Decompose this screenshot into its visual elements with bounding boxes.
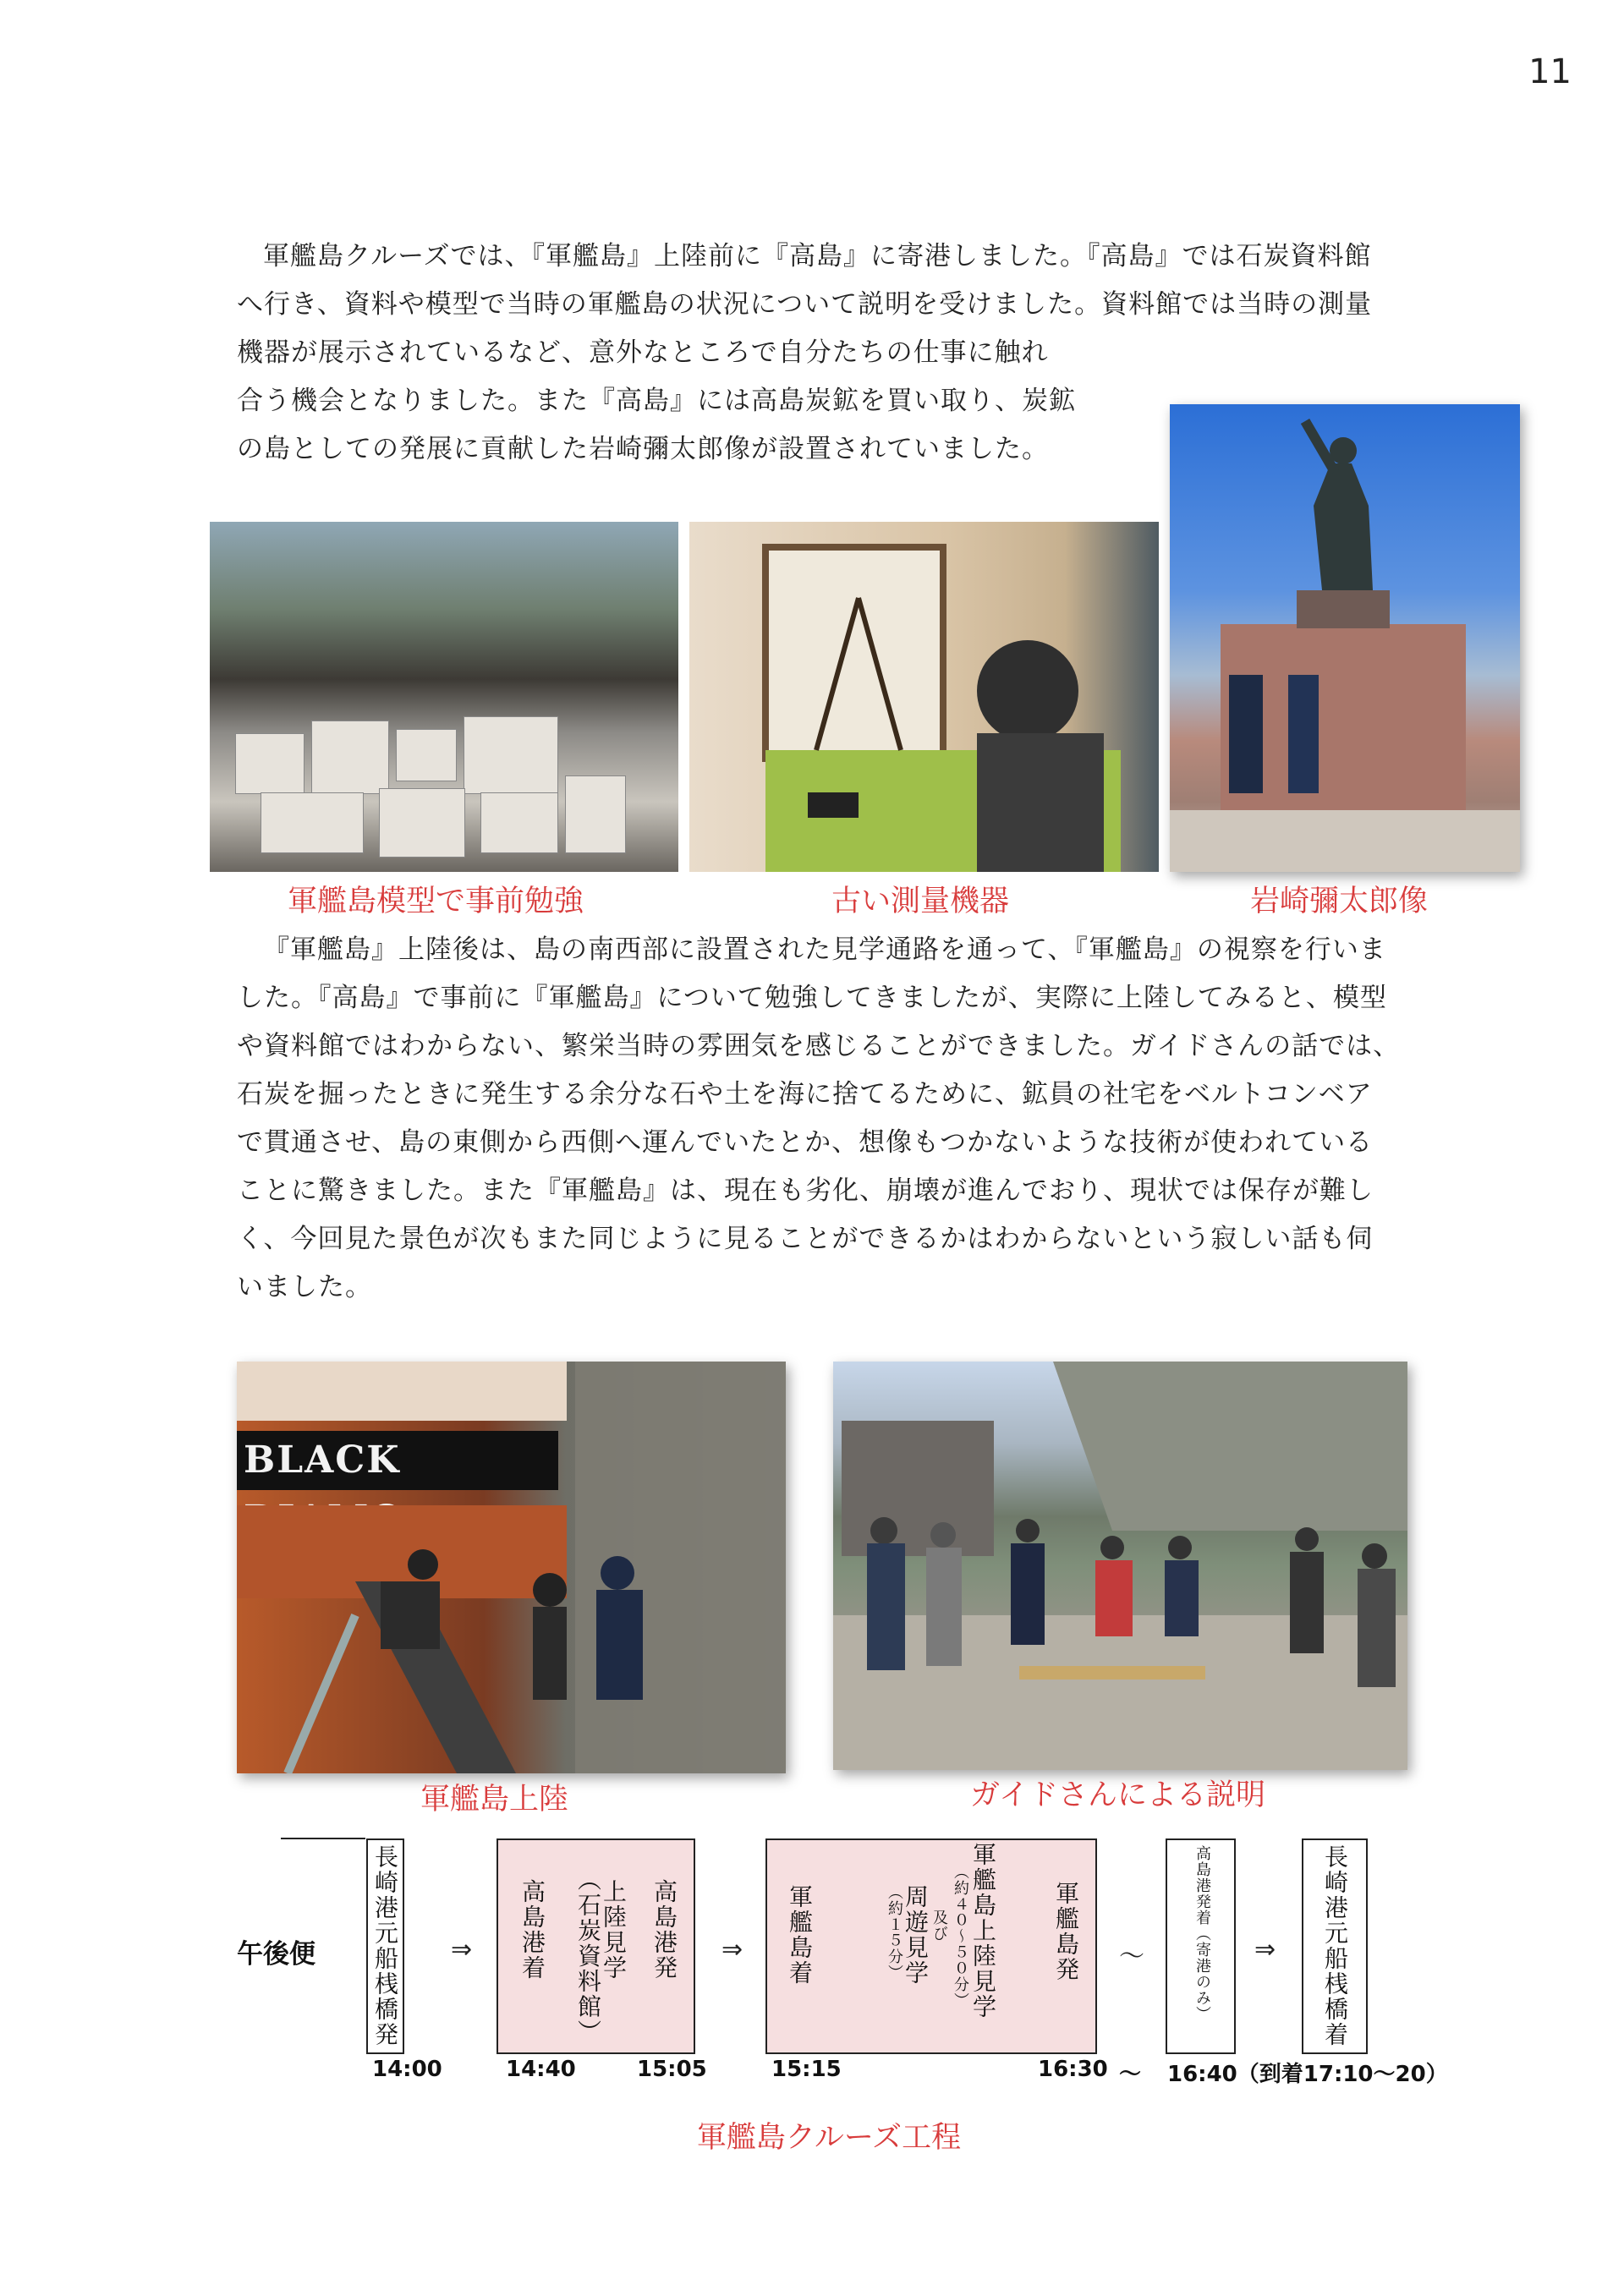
photo-survey-instruments bbox=[689, 522, 1159, 872]
step-gunkanjima: 軍艦島発 軍艦島上陸見学 （約４０～５０分） 及び 周遊見学 （約１５分） 軍艦島着 bbox=[765, 1838, 1097, 2054]
page-number: 11 bbox=[1528, 52, 1572, 91]
time-label: 14:40 bbox=[506, 2057, 576, 2082]
text-line: 機器が展示されているなど、意外なところで自分たちの仕事に触れ bbox=[237, 337, 1049, 368]
time-label: 14:00 bbox=[372, 2057, 442, 2082]
text-line: した。『高島』で事前に『軍艦島』について勉強してきましたが、実際に上陸してみると、模型 bbox=[237, 983, 1387, 1013]
schedule-top-line bbox=[281, 1838, 365, 1839]
time-label: 15:05 bbox=[637, 2057, 707, 2082]
text-line: の島としての発展に貢献した岩崎彌太郎像が設置されていました。 bbox=[237, 434, 1049, 464]
step-takashima-port: 高島港発着（寄港のみ） bbox=[1166, 1838, 1236, 2054]
ship-sign: BLACK bbox=[237, 1431, 558, 1490]
caption-landing: 軍艦島上陸 bbox=[420, 1783, 569, 1817]
step-takashima: 高島港発 上陸見学 （石炭資料館） 高島港着 bbox=[497, 1838, 695, 2054]
time-label: 16:30 bbox=[1038, 2057, 1108, 2082]
tilde: ～ bbox=[1119, 1942, 1144, 1971]
statue-illustration bbox=[1170, 404, 1520, 872]
landing-paragraph bbox=[237, 926, 1446, 1312]
text-line: く、今回見た景色が次もまた同じように見ることができるかはわからないという寂しい話も伺 bbox=[237, 1224, 1374, 1254]
caption-schedule: 軍艦島クルーズ工程 bbox=[696, 2121, 962, 2155]
photo-guide-explanation bbox=[833, 1362, 1407, 1770]
photo-gunkanjima-model bbox=[210, 522, 678, 872]
caption-model: 軍艦島模型で事前勉強 bbox=[288, 885, 584, 918]
text-line: 合う機会となりました。また『高島』には高島炭鉱を買い取り、炭鉱 bbox=[237, 386, 1076, 416]
guide-illustration bbox=[833, 1362, 1407, 1770]
arrow: ⇒ bbox=[721, 1935, 743, 1964]
text-line: や資料館ではわからない、繁栄当時の雰囲気を感じることができました。ガイドさんの話では、 bbox=[237, 1031, 1401, 1061]
caption-instruments: 古い測量機器 bbox=[831, 885, 1010, 918]
text-line: で貫通させ、島の東側から西側へ運んでいたとか、想像もつかないような技術が使われている bbox=[237, 1127, 1374, 1158]
caption-guide: ガイドさんによる説明 bbox=[970, 1778, 1265, 1812]
photo-iwasaki-statue bbox=[1170, 404, 1520, 872]
text-line: いました。 bbox=[237, 1272, 372, 1302]
arrow: ⇒ bbox=[451, 1935, 473, 1964]
text-line: 『軍艦島』上陸後は、島の南西部に設置された見学通路を通って、『軍艦島』の視察を行いま bbox=[263, 934, 1386, 965]
step-nagasaki-arrive: 長崎港元船桟橋着 bbox=[1302, 1838, 1368, 2054]
text-line: 石炭を掘ったときに発生する余分な石や土を海に捨てるために、鉱員の社宅をベルトコンベア bbox=[237, 1079, 1373, 1110]
arrow: ⇒ bbox=[1254, 1935, 1276, 1964]
time-label: 16:40（到着17:10～20） bbox=[1167, 2062, 1448, 2087]
landing-illustration bbox=[237, 1362, 786, 1773]
time-label: 15:15 bbox=[771, 2057, 842, 2082]
time-tilde: ～ bbox=[1119, 2062, 1142, 2087]
caption-statue: 岩崎彌太郎像 bbox=[1250, 885, 1429, 918]
step-nagasaki-depart: 長崎港元船桟橋発 bbox=[366, 1838, 404, 2054]
text-line: へ行き、資料や模型で当時の軍艦島の状況について説明を受けました。資料館では当時の測量 bbox=[237, 289, 1373, 320]
photo-landing bbox=[237, 1362, 786, 1773]
text-line: ことに驚きました。また『軍艦島』は、現在も劣化、崩壊が進んでおり、現状では保存が難し bbox=[237, 1175, 1374, 1206]
schedule-label: 午後便 bbox=[237, 1939, 315, 1970]
cruise-schedule bbox=[237, 1835, 1463, 2089]
instruments-illustration bbox=[689, 522, 1159, 872]
text-line: 軍艦島クルーズでは、『軍艦島』上陸前に『高島』に寄港しました。『高島』では石炭資料館 bbox=[263, 241, 1372, 271]
